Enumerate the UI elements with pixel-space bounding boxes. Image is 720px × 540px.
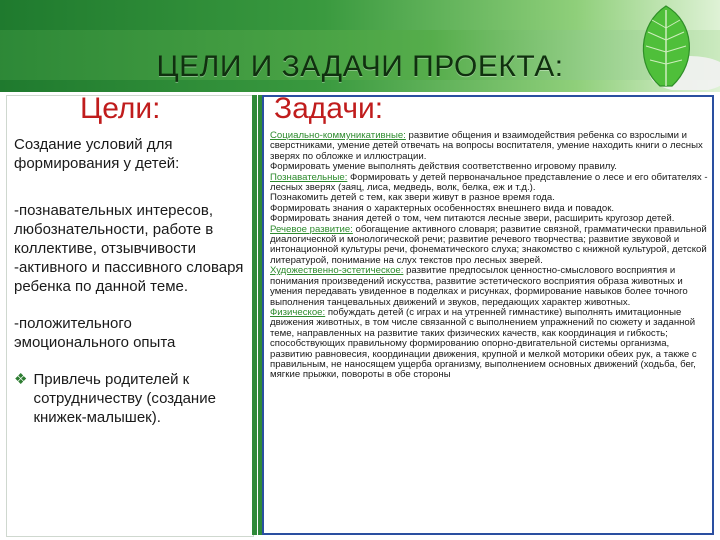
task-description: развитие предпосылок ценностно-смыслового восприятия и понимания произведений искусства, развитие эстетического восприятия образа животных и умения передавать увиденное в поделках и рисунках, формирование навыков более точного выполнения танцевальных движений и звуков, передающих характер животных. (270, 265, 688, 308)
task-description: Формировать у детей первоначальное представление о лесе и его обитателях - лесных зверях (заяц, лиса, медведь, волк, белка, еж и т.д.). (270, 171, 708, 194)
task-term: Речевое развитие: (270, 223, 353, 235)
task-term: Социально-коммуникативные: (270, 130, 406, 141)
task-description: Формировать умение выполнять действия соответственно игровому правилу. (270, 161, 617, 173)
task-description: Познакомить детей с тем, как звери живут в разное время года. (270, 192, 555, 204)
green-leaf-icon (602, 0, 720, 90)
task-description: развитие общения и взаимодействия ребенка со взрослыми и сверстниками, умение детей отвечать на вопросы воспитателя, умение находить книги о лесных зверях по обложке и иллюстрации. (270, 130, 703, 162)
goals-intro: Создание условий для формирования у детей: (14, 136, 180, 172)
task-item (270, 308, 708, 381)
task-description: Формировать знания детей о том, чем питаются лесные звери, расширить кругозор детей. (270, 213, 675, 225)
task-item (270, 131, 708, 162)
task-term: Художественно-эстетическое: (270, 265, 404, 277)
goals-emotional: -положительного эмоционального опыта (14, 315, 176, 351)
page-title: ЦЕЛИ И ЗАДАЧИ ПРОЕКТА: (156, 50, 564, 83)
goals-list: -познавательных интересов, любознательности, работе в коллективе, отзывчивости -активного и пассивного словаря ребенка по данной теме. (14, 202, 244, 295)
goals-heading: Цели: (80, 92, 161, 125)
goals-text (14, 135, 250, 427)
goals-parents: Привлечь родителей к сотрудничеству (создание книжек-малышек). (33, 371, 216, 426)
tasks-text (270, 131, 708, 381)
panel-divider (252, 95, 257, 535)
diamond-bullet-icon: ❖ (14, 371, 28, 388)
goals-parents-item (14, 370, 250, 427)
tasks-heading: Задачи: (274, 92, 384, 125)
task-description: побуждать детей (с играх и на утренней гимнастике) выполнять имитационные движения животных, в том числе связанной с выполнением упражнений по сюжету и заданной теме, направленных на развитие таких физических качеств, как координация и гибкость; способствующих правильному формированию опорно-двигательной системы организма, развитию равновесия, координации движения, крупной и мелкой моторики обеих рук, а также с правильным, не наносящем ущерба организму, выполнением основных движений (ходьба, бег, мягкие прыжки, повороты в обе стороны (270, 306, 697, 381)
task-item (270, 225, 708, 267)
task-item (270, 266, 708, 308)
task-description: Формировать знания о характерных особенностях внешнего вида и повадок. (270, 202, 615, 214)
task-term: Познавательные: (270, 171, 348, 183)
task-description: обогащение активного словаря; развитие связной, грамматически правильной диалогической и монологической речи; развитие речевого творчества; развитие звуковой и интонационной культуры речи, фонематического слуха; знакомство с книжной культурой, детской литературой, понимание на слух текстов про лесных зверей. (270, 223, 707, 266)
task-term: Физическое: (270, 306, 326, 318)
task-item (270, 173, 708, 194)
